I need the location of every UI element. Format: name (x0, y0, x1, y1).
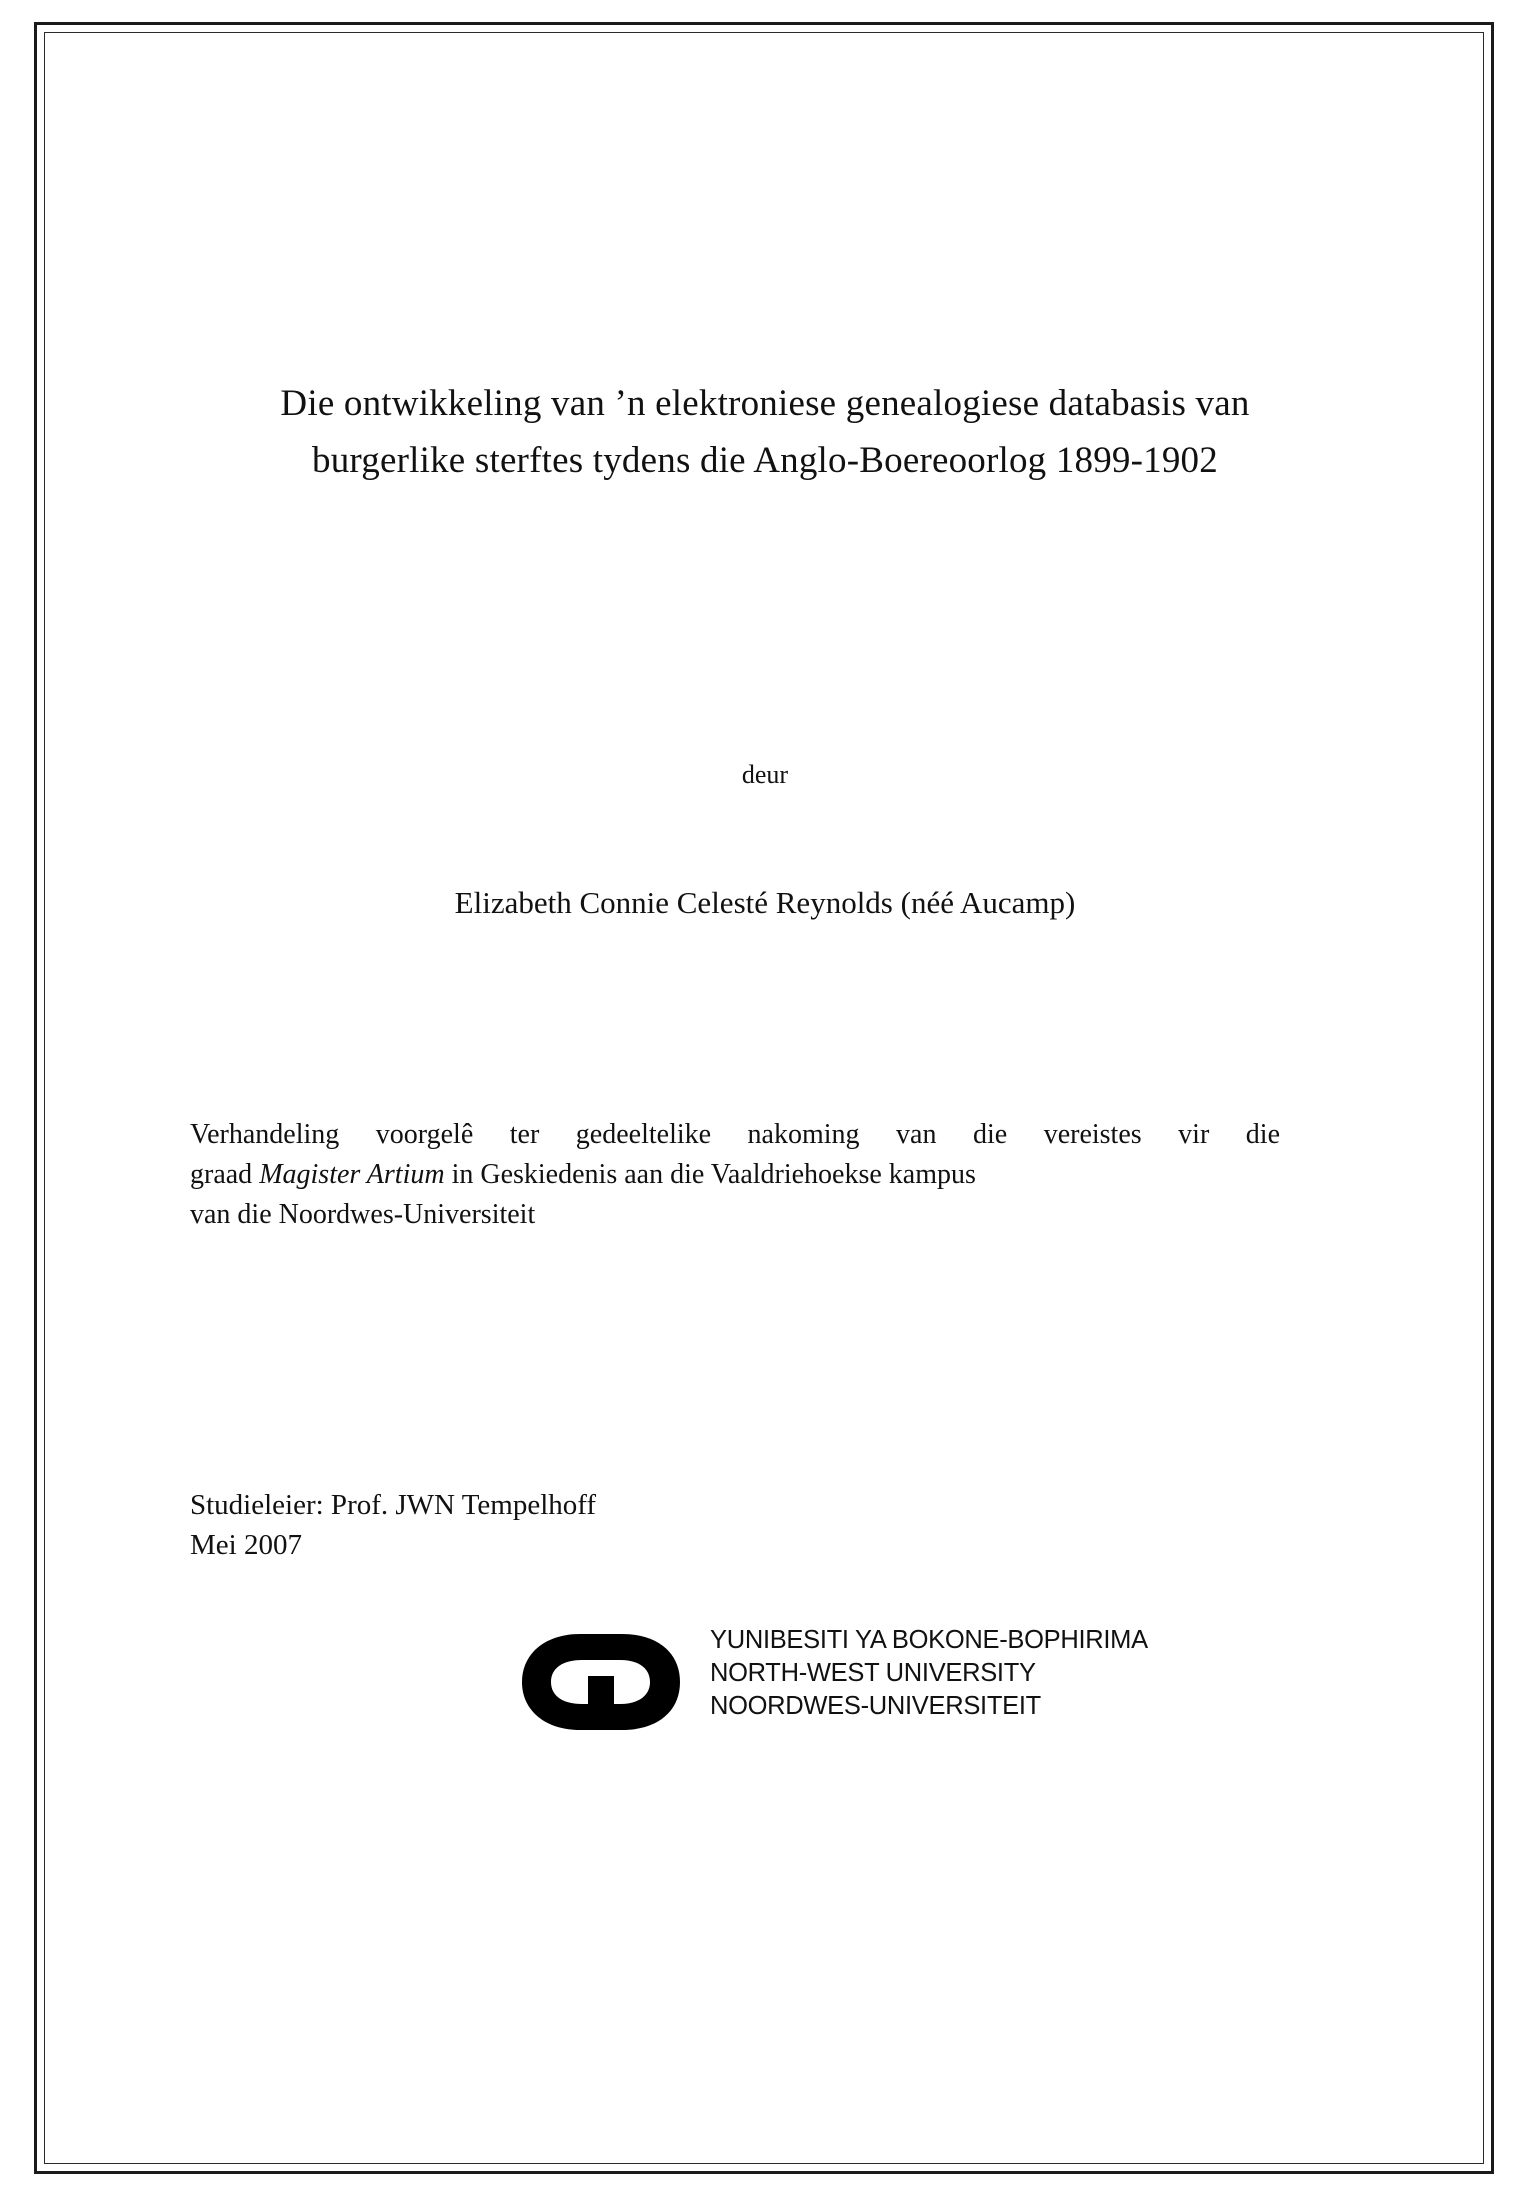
logo-text-line-1: YUNIBESITI YA BOKONE-BOPHIRIMA (710, 1626, 1148, 1654)
supervisor-block (190, 1485, 1090, 1565)
university-logo-text (710, 1624, 1148, 1723)
by-label: deur (741, 760, 789, 789)
degree-statement-line-1: Verhandeling voorgelê ter gedeeltelike nakoming van die vereistes vir die (190, 1119, 1280, 1150)
logo-text-line-2: NORTH-WEST UNIVERSITY (710, 1659, 1036, 1688)
supervisor-line: Studieleier: Prof. JWN Tempelhoff (190, 1489, 597, 1521)
title-line-1: Die ontwikkeling van ’n elektroniese genealogiese databasis van (280, 383, 1250, 424)
logo-text-line-3: NOORDWES-UNIVERSITEIT (710, 1692, 1041, 1721)
title-line-2: burgerlike sterftes tydens die Anglo-Boereoorlog 1899-1902 (312, 440, 1218, 482)
author-name: Elizabeth Connie Celesté Reynolds (néé Aucamp) (454, 885, 1076, 920)
date-line: Mei 2007 (190, 1529, 302, 1562)
degree-name-italic: Magister Artium (259, 1158, 445, 1190)
degree-statement-line-3: van die Noordwes-Universiteit (190, 1198, 536, 1230)
north-west-university-logo-icon (510, 1626, 700, 1738)
university-logo-block (510, 1620, 1148, 1750)
title-page-content (120, 60, 1410, 2140)
degree-statement-line-2 (190, 1155, 1280, 1195)
page-title (180, 375, 1350, 490)
degree-statement-line-2-suffix: in Geskiedenis aan die Vaaldriehoekse kampus (444, 1158, 976, 1190)
degree-statement (190, 1115, 1280, 1234)
degree-statement-line-2-prefix: graad (190, 1158, 260, 1190)
